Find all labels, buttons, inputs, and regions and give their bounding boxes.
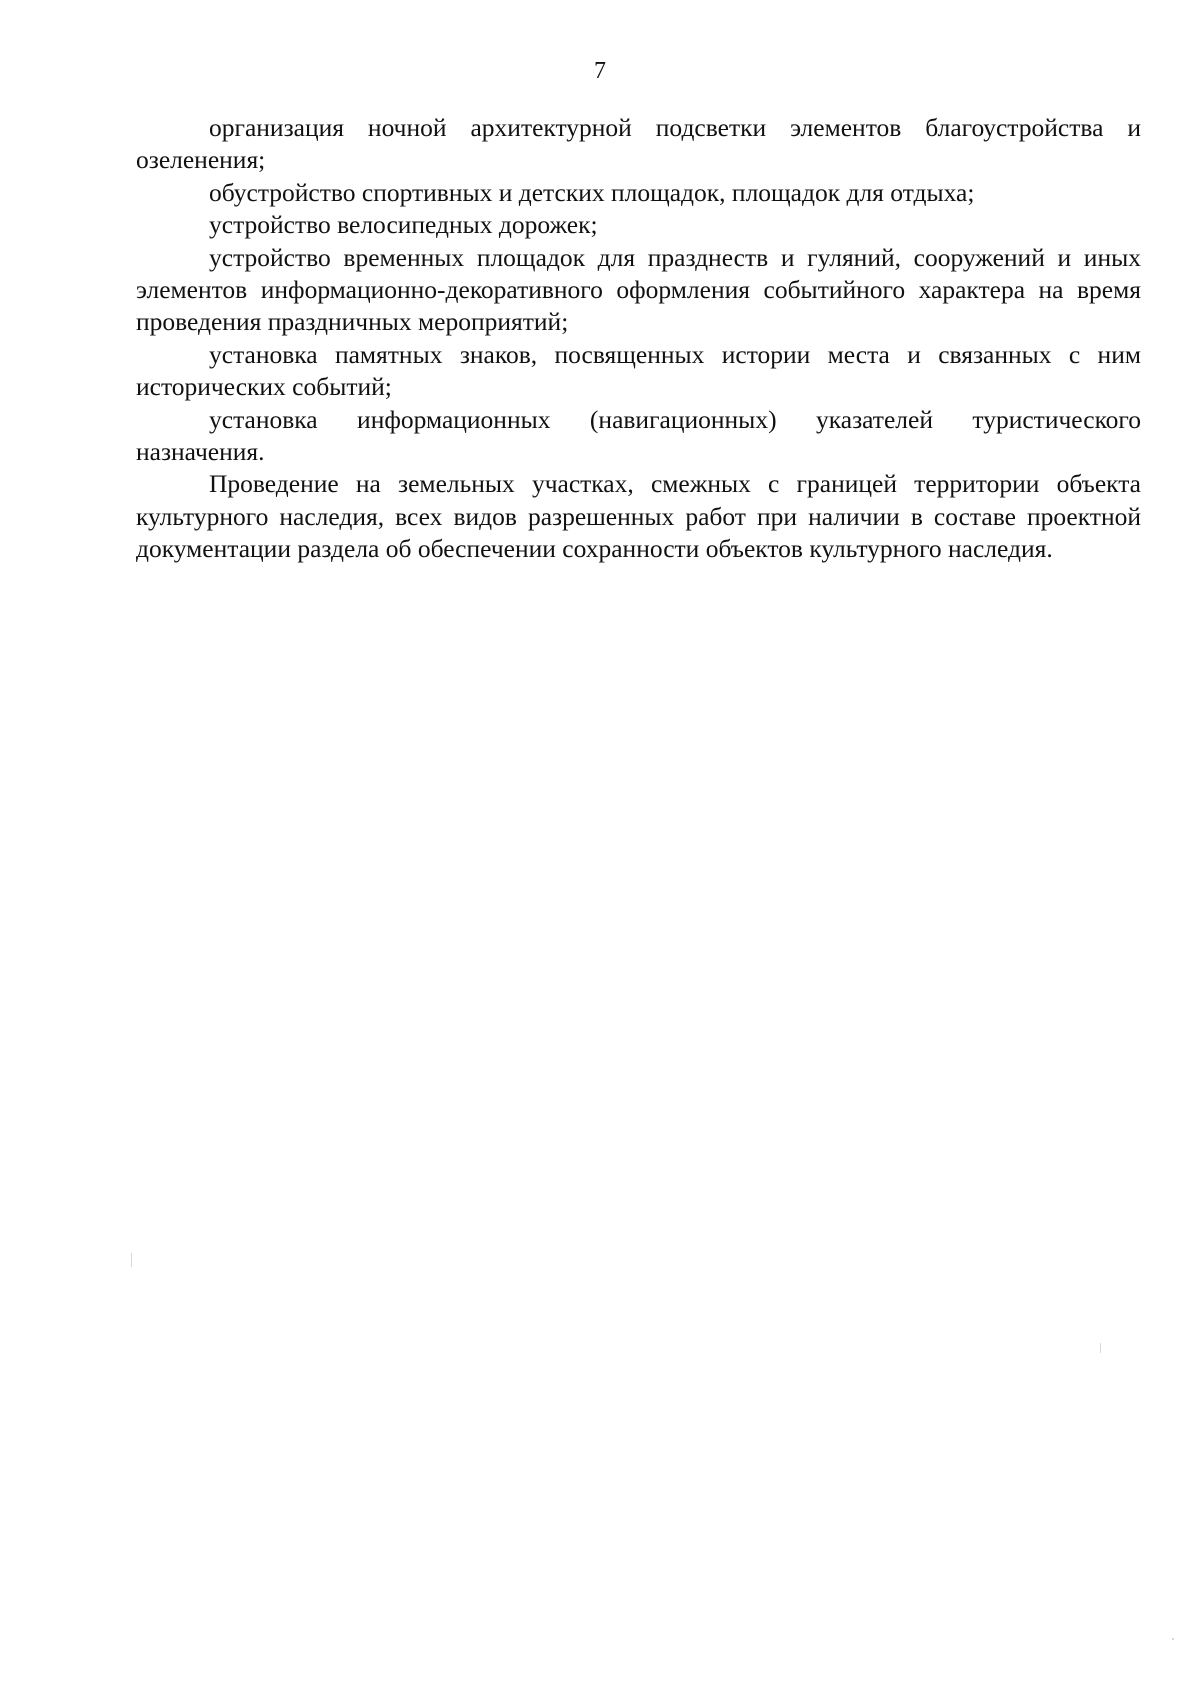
paragraph-adjacent-works: Проведение на земельных участках, смежных с границей территории объекта культурного наследия, всех видов разрешенных работ при наличии в составе проектной документации раздела об обеспечении сохранности объектов культурного наследия. [136, 469, 1141, 564]
paragraph-temporary-sites: устройство временных площадок для празднеств и гуляний, сооружений и иных элементов информационно-декоративного оформления событийного характера на время проведения праздничных мероприятий; [136, 242, 1141, 337]
scan-artifact [1100, 1343, 1101, 1353]
paragraph-lighting: организация ночной архитектурной подсветки элементов благоустройства и озеленения; [136, 113, 1141, 175]
paragraph-playgrounds: обустройство спортивных и детских площадок, площадок для отдыха; [209, 177, 975, 207]
page-number: 7 [594, 58, 606, 84]
scan-artifact [131, 1253, 132, 1267]
paragraph-tourist-signs: установка информационных (навигационных) указателей туристического назначения. [136, 404, 1141, 467]
paragraph-bike-paths: устройство велосипедных дорожек; [209, 210, 598, 240]
scan-artifact [1172, 1638, 1174, 1640]
paragraph-memorial-signs: установка памятных знаков, посвященных истории места и связанных с ним исторических событий; [136, 339, 1141, 402]
document-body [136, 112, 1141, 566]
